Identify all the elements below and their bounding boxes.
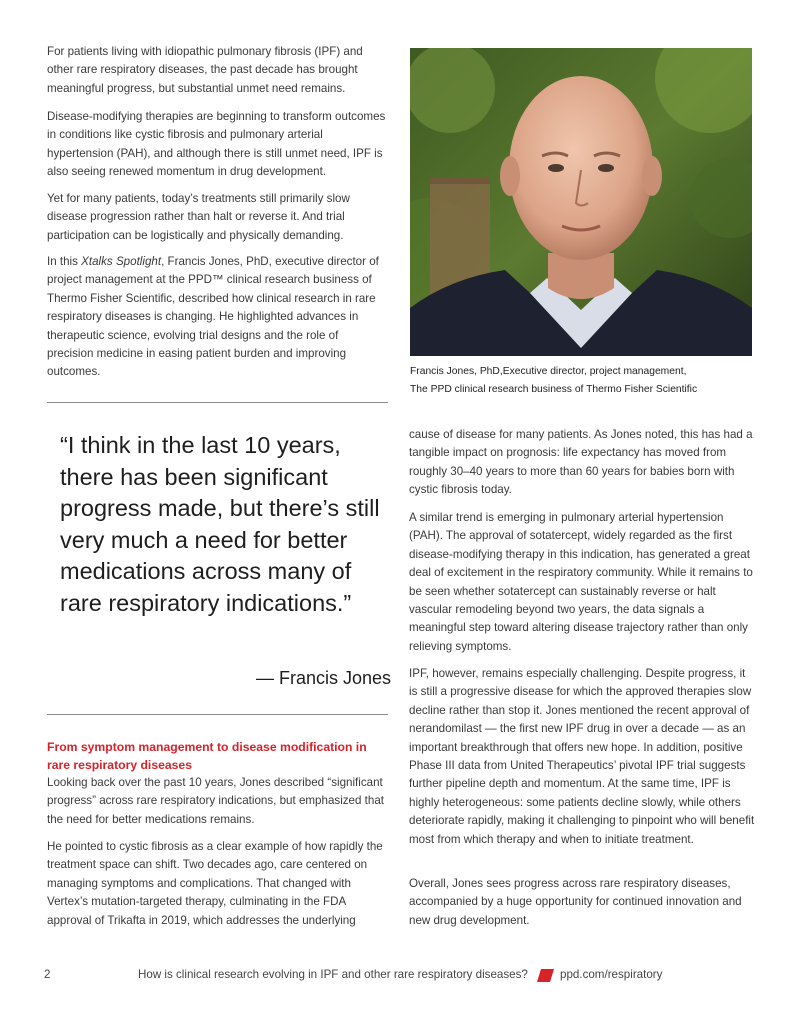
section-heading: From symptom management to disease modification in rare respiratory diseases — [47, 740, 367, 773]
divider-bottom — [47, 714, 388, 715]
intro-paragraph-2: Disease-modifying therapies are beginning to transform outcomes in conditions like cystic fibrosis and pulmonary arterial hypertension (PAH), and although there is still unmet need, IPF is also seeing renewed momentum in drug development. — [47, 110, 386, 179]
portrait-photo — [410, 48, 752, 356]
intro-paragraph-4-body: , Francis Jones, PhD, executive director of project management at the PPD™ clinical research business of Thermo Fisher Scientific, described how clinical research in rare respiratory diseases is changing. He highlighted advances in therapeutic science, evolving trial designs and the role of precision medicine in easing patient burden and improving outcomes. — [47, 255, 379, 379]
right-paragraph-3: IPF, however, remains especially challenging. Despite progress, it is still a progressive disease for which the approved therapies slow decline rather than stop it. Jones mentioned the recent approval of nerandomilast — the first new IPF drug in over a decade — as an important breakthrough that offers new hope. In addition, positive Phase III data from United Therapeutics’ pivotal IPF trial suggests further pipeline depth and momentum. At the same time, IPF is highly heterogeneous: some patients decline slowly, while others deteriorate rapidly, making it challenging to pinpoint who will benefit most from which therapy and when to initiate treatment. — [409, 667, 755, 846]
publication-name: Xtalks Spotlight — [81, 255, 162, 268]
right-paragraph-4: Overall, Jones sees progress across rare respiratory diseases, accompanied by a huge opportunity for continued innovation and new drug development. — [409, 877, 742, 927]
pull-quote: “I think in the last 10 years, there has been significant progress made, but there’s still very much a need for better medications across many of rare respiratory indications.” — [60, 432, 380, 616]
divider-top — [47, 402, 388, 403]
intro-paragraph-4 — [47, 253, 387, 382]
intro-paragraph-3: Yet for many patients, today’s treatments still primarily slow disease progression rather than halt or reverse it. And trial participation can be logistically and physically demanding. — [47, 192, 350, 242]
pull-quote-attribution: — Francis Jones — [255, 668, 391, 688]
portrait-illustration — [410, 48, 752, 356]
intro-paragraph-4-prefix: In this — [47, 255, 82, 268]
photo-caption-line-2: The PPD clinical research business of Thermo Fisher Scientific — [410, 384, 698, 395]
footer-text: How is clinical research evolving in IPF and other rare respiratory diseases? — [138, 968, 528, 981]
page-number: 2 — [44, 968, 51, 981]
photo-caption-line-1: Francis Jones, PhD,Executive director, project management, — [410, 366, 687, 377]
photo-caption — [410, 363, 760, 399]
right-paragraph-1: cause of disease for many patients. As Jones noted, this has had a tangible impact on prognosis: life expectancy has moved from roughly 30–40 years to more than 60 years for babies born with cystic fibrosis today. — [409, 428, 753, 497]
footer-url-link[interactable]: ppd.com/respiratory — [560, 968, 663, 981]
right-paragraph-2: A similar trend is emerging in pulmonary arterial hypertension (PAH). The approval of sotatercept, widely regarded as the first disease-modifying therapy in this indication, has generated a great deal of excitement in the respiratory community. While it remains to be seen whether sotatercept can sustainably reverse or halt vascular remodeling beyond two years, the data signals a meaningful step toward altering disease trajectory rather than only relieving symptoms. — [409, 511, 753, 653]
ppd-flag-icon — [537, 969, 554, 982]
section-paragraph-2: He pointed to cystic fibrosis as a clear example of how rapidly the treatment space can shift. Two decades ago, care centered on managing symptoms and complications. That changed with Vertex’s mutation-targeted therapy, culminating in the FDA approval of Trikafta in 2019, which addresses the underlying — [47, 840, 383, 927]
section-paragraph-1: Looking back over the past 10 years, Jones described “significant progress” across rare respiratory indications, but emphasized that the need for better medications remains. — [47, 776, 385, 826]
intro-paragraph-1: For patients living with idiopathic pulmonary fibrosis (IPF) and other rare respiratory diseases, the past decade has brought meaningful progress, but substantial unmet need remains. — [47, 45, 363, 95]
